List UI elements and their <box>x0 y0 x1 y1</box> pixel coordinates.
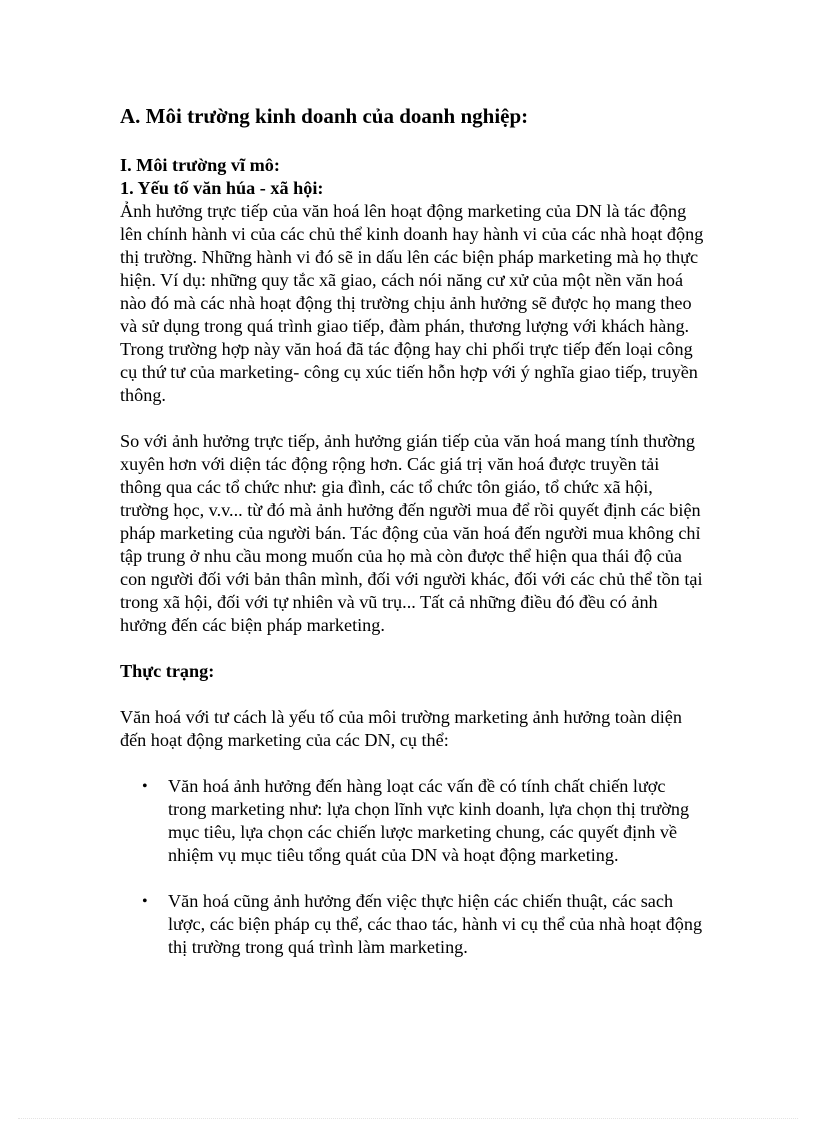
list-item-text: Văn hoá cũng ảnh hưởng đến việc thực hiện các chiến thuật, các sach lược, các biện pháp cụ thể, các thao tác, hành vi cụ thể của nhà hoạt động thị trường trong quá trình làm marketing. <box>168 891 703 957</box>
document-body <box>120 103 705 959</box>
list-item <box>120 775 705 867</box>
list-item-text: Văn hoá ảnh hưởng đến hàng loạt các vấn đề có tính chất chiến lược trong marketing như: lựa chọn lĩnh vực kinh doanh, lựa chọn thị trường mục tiêu, lựa chọn các chiến lược marketing chung, các quyết định về nhiệm vụ mục tiêu tổng quát của DN và hoạt động marketing. <box>168 776 690 865</box>
list-item <box>120 890 705 959</box>
bullet-icon: • <box>142 893 148 910</box>
page-bottom-border <box>18 1118 798 1119</box>
bullet-list <box>120 775 705 959</box>
paragraph-direct-influence: Ảnh hưởng trực tiếp của văn hoá lên hoạt động marketing của DN là tác động lên chính hành vi của các chủ thể kinh doanh hay hành vi của các nhà hoạt động thị trường. Những hành vi đó sẽ in dấu lên các biện pháp marketing mà họ thực hiện. Ví dụ: những quy tắc xã giao, cách nói năng cư xử của một nền văn hoá nào đó mà các nhà hoạt động thị trường chịu ảnh hưởng sẽ được họ mang theo và sử dụng trong quá trình giao tiếp, đàm phán, thương lượng với khách hàng. Trong trường hợp này văn hoá đã tác động hay chi phối trực tiếp đến loại công cụ thứ tư của marketing- công cụ xúc tiến hỗn hợp với ý nghĩa giao tiếp, truyền thông. <box>120 201 704 405</box>
paragraph-indirect-influence: So với ảnh hưởng trực tiếp, ảnh hưởng gián tiếp của văn hoá mang tính thường xuyên hơn với diện tác động rộng hơn. Các giá trị văn hoá được truyền tải thông qua các tổ chức như: gia đình, các tổ chức tôn giáo, tổ chức xã hội, trường học, v.v... từ đó mà ảnh hưởng đến người mua để rồi quyết định các biện pháp marketing của người bán. Tác động của văn hoá đến người mua không chỉ tập trung ở nhu cầu mong muốn của họ mà còn được thể hiện qua thái độ của con người đối với bản thân mình, đối với người khác, đối với các chủ thể tồn tại trong xã hội, đối với tự nhiên và vũ trụ... Tất cả những điều đó đều có ảnh hưởng đến các biện pháp marketing. <box>120 431 703 635</box>
document-title: A. Môi trường kinh doanh của doanh nghiệp: <box>120 104 529 128</box>
bullet-icon: • <box>142 778 148 795</box>
status-heading: Thực trạng: <box>120 661 215 681</box>
section-heading: I. Môi trường vĩ mô: <box>120 155 280 175</box>
subsection-heading: 1. Yếu tố văn húa - xã hội: <box>120 178 324 198</box>
paragraph-status: Văn hoá với tư cách là yếu tố của môi trường marketing ảnh hưởng toàn diện đến hoạt động marketing của các DN, cụ thể: <box>120 707 682 750</box>
